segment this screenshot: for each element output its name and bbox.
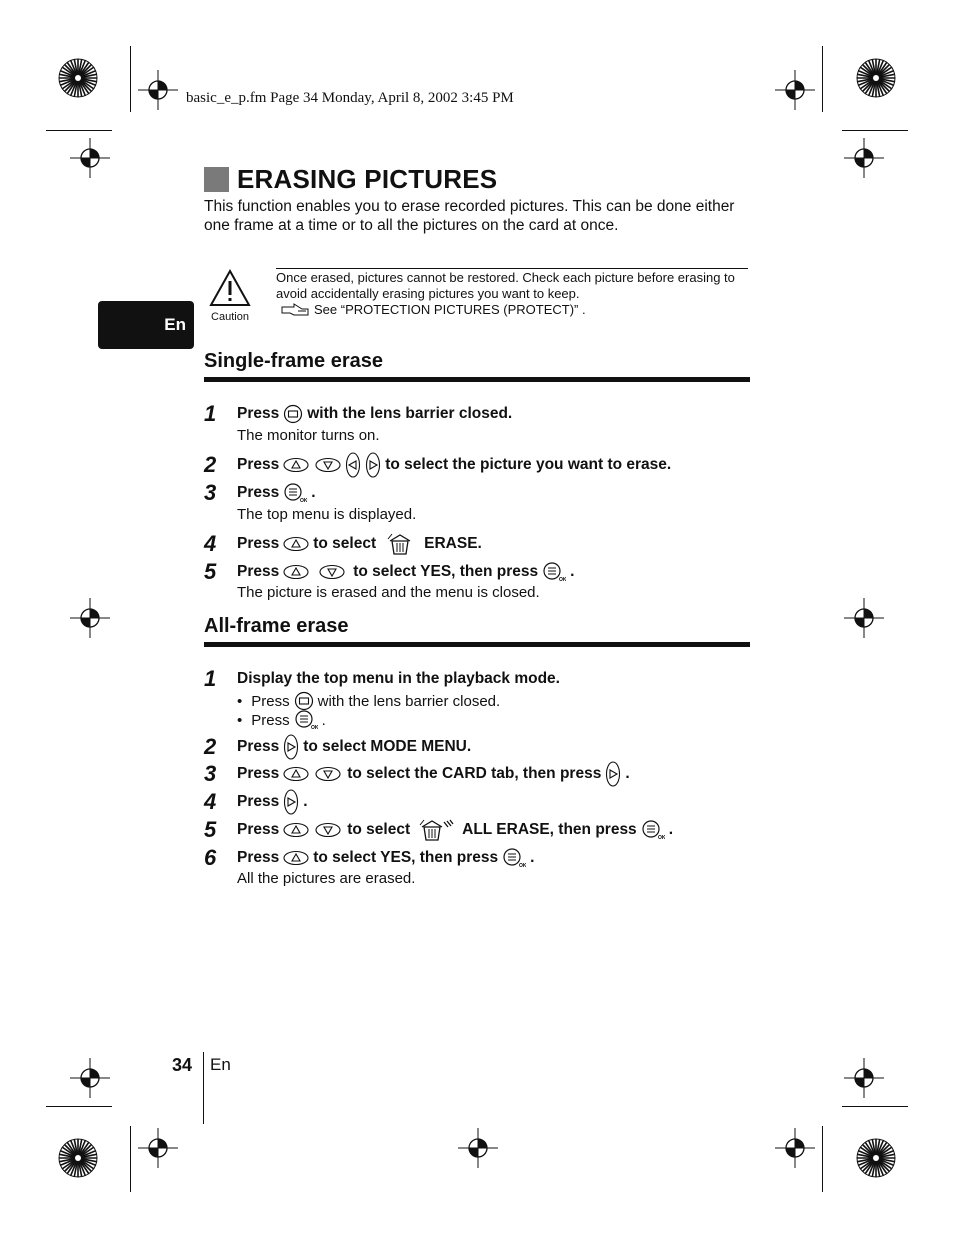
all-step-1 xyxy=(204,666,764,692)
arrow-right-icon xyxy=(365,452,381,478)
arrow-right-icon xyxy=(283,734,299,760)
step-number: 3 xyxy=(204,480,217,505)
section-heading-all: All-frame erase xyxy=(204,615,750,647)
step-text: Press xyxy=(237,821,280,838)
step-text: Press xyxy=(237,849,280,866)
crosshair-icon xyxy=(138,70,178,110)
crosshair-icon xyxy=(844,1058,884,1098)
pointing-hand-icon xyxy=(280,303,310,317)
all-step-2 xyxy=(204,734,764,760)
step-number: 4 xyxy=(204,531,217,556)
crosshair-icon xyxy=(70,598,110,638)
step-text: ALL ERASE, then press xyxy=(462,821,637,838)
step-text: to select the CARD tab, then press xyxy=(347,765,602,782)
caution-block xyxy=(206,268,254,323)
title-square-icon xyxy=(204,167,229,192)
footer-language: En xyxy=(210,1055,231,1074)
step-text: Press xyxy=(237,456,280,473)
step-number: 4 xyxy=(204,789,217,814)
footer-divider xyxy=(203,1052,204,1124)
step-text: ERASE. xyxy=(424,535,482,552)
bullet-item: • Press . xyxy=(237,710,326,730)
step-text: with the lens barrier closed. xyxy=(307,405,513,422)
step-text: . xyxy=(668,821,673,838)
page-number: 34 xyxy=(172,1055,193,1075)
step-text: . xyxy=(530,849,535,866)
arrow-up-icon xyxy=(283,564,309,580)
monitor-button-icon xyxy=(294,691,314,711)
step-text: Press xyxy=(237,793,280,810)
all-step-4 xyxy=(204,789,764,815)
ok-menu-button-icon xyxy=(502,848,526,868)
ok-menu-button-icon xyxy=(641,820,665,840)
step-text: to select xyxy=(347,821,411,838)
arrow-down-icon xyxy=(319,564,345,580)
crosshair-icon xyxy=(775,1128,815,1168)
step-text: to select xyxy=(313,535,377,552)
language-tab: En xyxy=(98,301,194,349)
erase-trash-icon xyxy=(386,533,414,555)
caution-text: Once erased, pictures cannot be restored. Check each picture before erasing to avoid accidentally erasing pictures you want to keep. xyxy=(276,270,735,301)
step-text: to select YES, then press xyxy=(353,563,539,580)
step-note: The top menu is displayed. xyxy=(237,506,417,523)
step-number: 5 xyxy=(204,559,217,584)
step-note: The picture is erased and the menu is closed. xyxy=(237,584,540,601)
step-text: . xyxy=(625,765,630,782)
crosshair-icon xyxy=(844,598,884,638)
step-note: All the pictures are erased. xyxy=(237,870,416,887)
crosshair-icon xyxy=(138,1128,178,1168)
all-step-5 xyxy=(204,817,764,843)
file-header: basic_e_p.fm Page 34 Monday, April 8, 2002 3:45 PM xyxy=(186,90,514,106)
arrow-right-icon xyxy=(605,761,621,787)
step-text: Press xyxy=(237,738,280,755)
step-text: Press xyxy=(237,563,280,580)
step-text: . xyxy=(303,793,308,810)
ok-menu-button-icon xyxy=(542,562,566,582)
bullet-text: with the lens barrier closed. xyxy=(317,692,501,710)
arrow-up-icon xyxy=(283,850,309,866)
arrow-left-icon xyxy=(345,452,361,478)
arrow-up-icon xyxy=(283,536,309,552)
bullet-text: . xyxy=(321,711,326,729)
caution-reference: See “PROTECTION PICTURES (PROTECT)” . xyxy=(314,302,586,317)
ok-menu-button-icon xyxy=(283,483,307,503)
step-text: Display the top menu in the playback mode. xyxy=(237,670,560,687)
single-step-4 xyxy=(204,531,764,557)
page-title-block xyxy=(204,164,497,195)
step-number: 2 xyxy=(204,734,217,759)
step-number: 6 xyxy=(204,845,217,870)
bullet-text: Press xyxy=(251,711,290,729)
arrow-down-icon xyxy=(315,457,341,473)
crosshair-icon xyxy=(70,1058,110,1098)
bullet-item: • Press with the lens barrier closed. xyxy=(237,692,501,710)
step-text: Press xyxy=(237,765,280,782)
step-number: 3 xyxy=(204,761,217,786)
step-text: . xyxy=(570,563,575,580)
step-text: to select YES, then press xyxy=(313,849,499,866)
ok-menu-button-icon xyxy=(294,710,318,730)
single-step-5 xyxy=(204,559,764,585)
all-step-6 xyxy=(204,845,764,871)
step-text: Press xyxy=(237,405,280,422)
crosshair-icon xyxy=(844,138,884,178)
starburst-icon xyxy=(58,58,98,98)
step-number: 1 xyxy=(204,401,217,426)
starburst-icon xyxy=(58,1138,98,1178)
arrow-up-icon xyxy=(283,766,309,782)
step-number: 5 xyxy=(204,817,217,842)
starburst-icon xyxy=(856,58,896,98)
step-text: to select the picture you want to erase. xyxy=(385,456,672,473)
arrow-right-icon xyxy=(283,789,299,815)
crosshair-icon xyxy=(775,70,815,110)
starburst-icon xyxy=(856,1138,896,1178)
bullet-text: Press xyxy=(251,692,290,710)
single-step-1 xyxy=(204,401,764,427)
crosshair-icon xyxy=(458,1128,498,1168)
step-text: . xyxy=(311,484,316,501)
arrow-down-icon xyxy=(315,822,341,838)
step-text: Press xyxy=(237,484,280,501)
crosshair-icon xyxy=(70,138,110,178)
all-erase-trash-icon xyxy=(418,819,454,841)
step-text: Press xyxy=(237,535,280,552)
step-note: The monitor turns on. xyxy=(237,427,380,444)
section-heading-single: Single-frame erase xyxy=(204,350,750,382)
all-step-3 xyxy=(204,761,764,787)
page-title: ERASING PICTURES xyxy=(237,164,498,194)
caution-label: Caution xyxy=(211,311,249,323)
arrow-down-icon xyxy=(315,766,341,782)
step-number: 2 xyxy=(204,452,217,477)
intro-paragraph: This function enables you to erase recorded pictures. This can be done either one frame at a time or to all the pictures on the card at once. xyxy=(204,198,735,234)
caution-triangle-icon xyxy=(208,268,252,308)
single-step-2 xyxy=(204,452,764,478)
arrow-up-icon xyxy=(283,457,309,473)
monitor-button-icon xyxy=(283,404,303,424)
step-text: to select MODE MENU. xyxy=(303,738,472,755)
caution-text-box xyxy=(276,268,748,318)
arrow-up-icon xyxy=(283,822,309,838)
step-number: 1 xyxy=(204,666,217,691)
single-step-3 xyxy=(204,480,764,506)
